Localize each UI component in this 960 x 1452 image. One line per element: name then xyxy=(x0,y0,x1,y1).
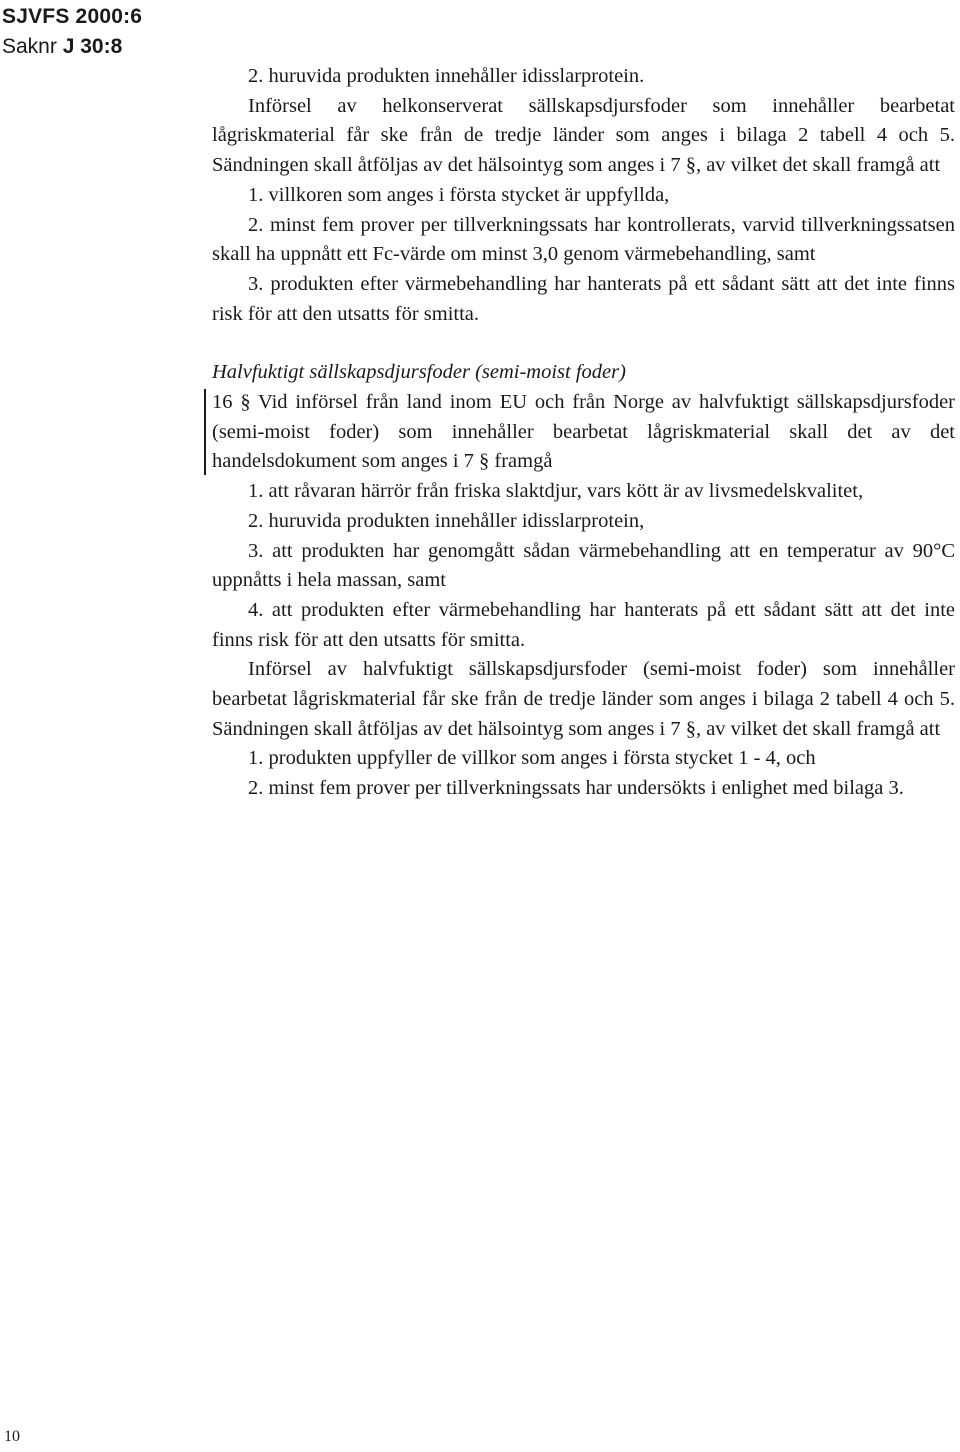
list-item: 1. att råvaran härrör från friska slaktdjur, vars kött är av livsmedelskvalitet, xyxy=(248,480,864,503)
page-number: 10 xyxy=(4,1428,20,1445)
list-item: 3. att produkten har genomgått sådan värmebehandling att en temperatur av 90°C uppnåtts i hela massan, samt xyxy=(212,539,955,592)
document-code: SJVFS 2000:6 xyxy=(2,5,143,28)
list-item: 1. villkoren som anges i första stycket är uppfyllda, xyxy=(248,183,670,206)
list-item: 3. produkten efter värmebehandling har hanterats på ett sådant sätt att det inte finns risk för att den utsatts för smitta. xyxy=(212,272,955,325)
document-body xyxy=(212,62,955,804)
page-header xyxy=(2,2,142,62)
list-item: 1. produkten uppfyller de villkor som anges i första stycket 1 - 4, och xyxy=(248,747,816,770)
section-heading: Halvfuktigt sällskapsdjursfoder (semi-moist foder) xyxy=(212,361,626,384)
list-item: 2. huruvida produkten innehåller idisslarprotein, xyxy=(248,509,645,532)
list-item: 4. att produkten efter värmebehandling har hanterats på ett sådant sätt att det inte finns risk för att den utsatts för smitta. xyxy=(212,598,955,651)
list-item: 2. minst fem prover per tillverkningssats har undersökts i enlighet med bilaga 3. xyxy=(248,777,904,800)
paragraph: Införsel av helkonserverat sällskapsdjursfoder som innehåller bearbetat lågriskmaterial får ske från de tredje länder som anges i bilaga 2 tabell 4 och 5. Sändningen skall åtföljas av det hälsointyg som anges i 7 §, av vilket det skall framgå att xyxy=(212,94,955,177)
document-reference xyxy=(2,32,142,62)
change-bar xyxy=(204,389,206,475)
list-item: 2. huruvida produkten innehåller idisslarprotein. xyxy=(248,65,645,87)
paragraph: Införsel av halvfuktigt sällskapsdjursfoder (semi-moist foder) som innehåller bearbetat lågriskmaterial får ske från de tredje länder som anges i bilaga 2 tabell 4 och 5. Sändningen skall åtföljas av det hälsointyg som anges i 7 §, av vilket det skall framgå att xyxy=(212,658,955,740)
amended-paragraph xyxy=(212,388,955,477)
reference-prefix: Saknr xyxy=(2,35,63,58)
reference-number: J 30:8 xyxy=(62,35,123,58)
paragraph-16: 16 § Vid införsel från land inom EU och från Norge av halvfuktigt sällskapsdjursfoder (semi-moist foder) som innehåller bearbetat lågriskmaterial skall det av det handelsdokument som anges i 7 § framgå xyxy=(212,391,955,473)
list-item: 2. minst fem prover per tillverkningssats har kontrollerats, varvid tillverkningssatsen skall ha uppnått ett Fc-värde om minst 3,0 genom värmebehandling, samt xyxy=(212,213,955,266)
